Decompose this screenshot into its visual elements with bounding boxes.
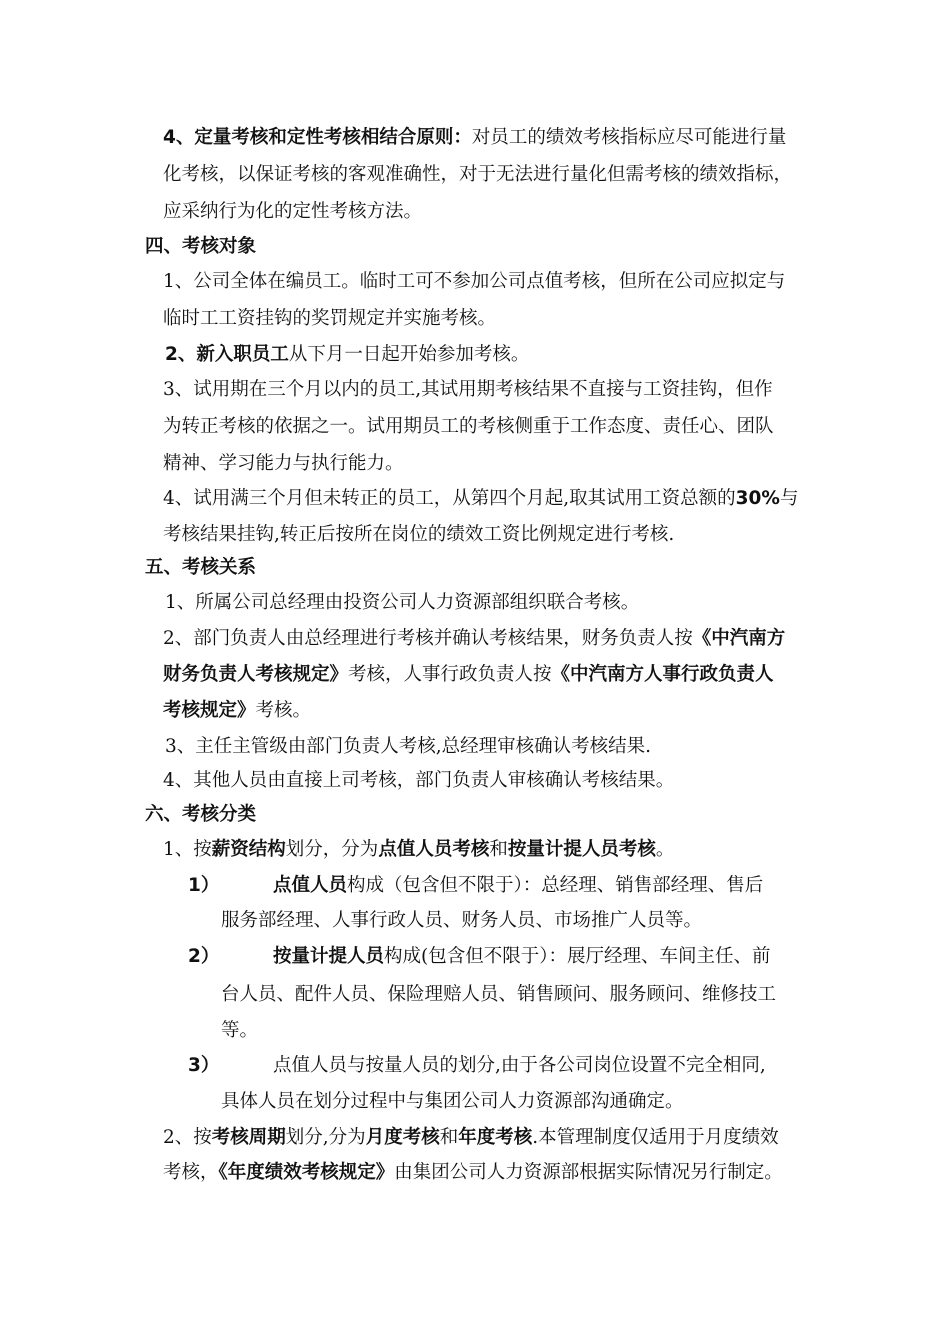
- s4-item-3-line-1: 3、试用期在三个月以内的员工,其试用期考核结果不直接与工资挂钩，但作: [163, 379, 773, 400]
- s4-item-1-line-2: 临时工工资挂钩的奖罚规定并实施考核。: [163, 308, 497, 329]
- s4-item-3-line-2: 为转正考核的依据之一。试用期员工的考核侧重于工作态度、责任心、团队: [163, 416, 774, 437]
- sub-3-line-2: 具体人员在划分过程中与集团公司人力资源部沟通确定。: [221, 1091, 684, 1112]
- s5-item-3: 3、主任主管级由部门负责人考核,总经理审核确认考核结果.: [165, 736, 652, 757]
- s5-item-1: 1、所属公司总经理由投资公司人力资源部组织联合考核。: [165, 592, 640, 613]
- principle-4-line-3: 应采纳行为化的定性考核方法。: [163, 201, 423, 222]
- s6-item-1: 1、按薪资结构划分，分为点值人员考核和按量计提人员考核。: [163, 839, 675, 860]
- s5-item-2-line-2: 财务负责人考核规定》考核，人事行政负责人按《中汽南方人事行政负责人: [163, 664, 774, 685]
- s4-item-1-line-1: 1、公司全体在编员工。临时工可不参加公司点值考核，但所在公司应拟定与: [163, 271, 786, 292]
- s4-item-4-line-1: 4、试用满三个月但未转正的员工，从第四个月起,取其试用工资总额的30%与: [163, 488, 799, 509]
- section-5-heading: 五、考核关系: [145, 557, 257, 578]
- sub-2-number: 2）: [188, 946, 220, 967]
- sub-1-line-1: 点值人员构成（包含但不限于）：总经理、销售部经理、售后: [273, 875, 764, 896]
- principle-4-line-2: 化考核，以保证考核的客观准确性，对于无法进行量化但需考核的绩效指标，: [163, 164, 793, 185]
- s5-item-2-line-3: 考核规定》考核。: [163, 700, 312, 721]
- sub-1-number: 1）: [188, 875, 220, 896]
- s4-item-4-line-2: 考核结果挂钩,转正后按所在岗位的绩效工资比例规定进行考核.: [163, 524, 675, 545]
- s4-item-3-line-3: 精神、学习能力与执行能力。: [163, 453, 404, 474]
- s6-item-2-line-2: 考核，《年度绩效考核规定》由集团公司人力资源部根据实际情况另行制定。: [163, 1162, 783, 1183]
- sub-2-line-2: 台人员、配件人员、保险理赔人员、销售顾问、服务顾问、维修技工: [221, 984, 777, 1005]
- s5-item-2-line-1: 2、部门负责人由总经理进行考核并确认考核结果，财务负责人按《中汽南方: [163, 628, 786, 649]
- section-6-heading: 六、考核分类: [145, 804, 257, 825]
- sub-3-number: 3）: [188, 1055, 220, 1076]
- section-4-heading: 四、考核对象: [145, 236, 257, 257]
- sub-3-line-1: 点值人员与按量人员的划分,由于各公司岗位设置不完全相同,: [273, 1055, 766, 1076]
- s6-item-2-line-1: 2、按考核周期划分,分为月度考核和年度考核.本管理制度仅适用于月度绩效: [163, 1127, 779, 1148]
- sub-2-line-3: 等。: [221, 1020, 259, 1041]
- principle-4-line-1: 4、定量考核和定性考核相结合原则：对员工的绩效考核指标应尽可能进行量: [163, 127, 787, 148]
- s5-item-4: 4、其他人员由直接上司考核，部门负责人审核确认考核结果。: [163, 770, 675, 791]
- sub-1-line-2: 服务部经理、人事行政人员、财务人员、市场推广人员等。: [221, 910, 703, 931]
- sub-2-line-1: 按量计提人员构成(包含但不限于）：展厅经理、车间主任、前: [273, 946, 771, 967]
- s4-item-2: 2、新入职员工从下月一日起开始参加考核。: [165, 344, 530, 365]
